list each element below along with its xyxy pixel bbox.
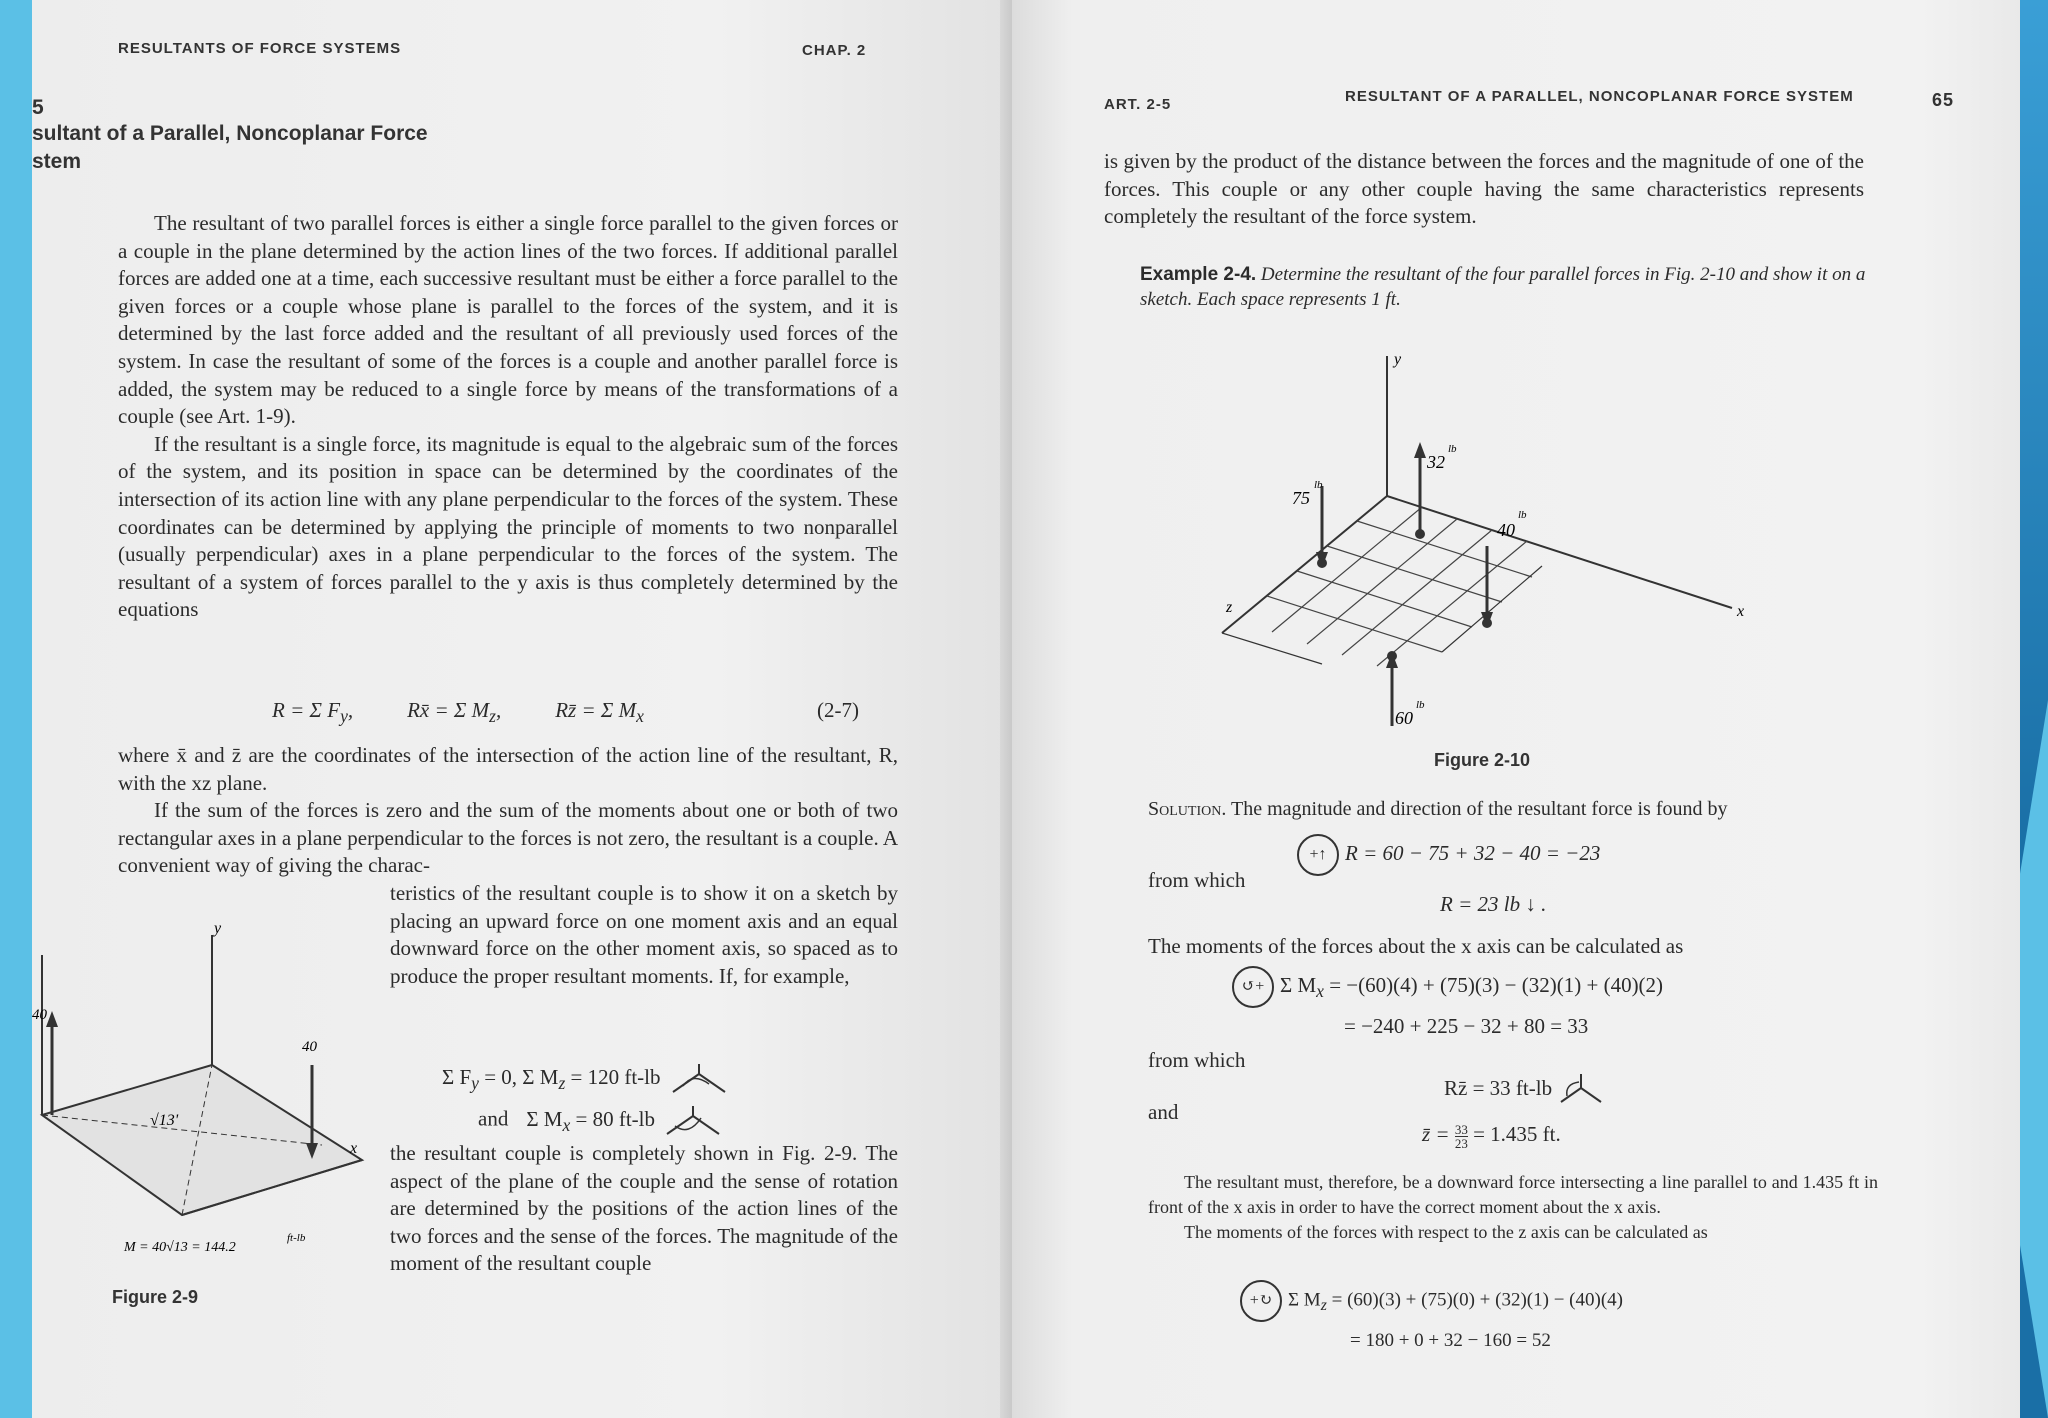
right-paragraph-1: is given by the product of the distance between the forces and the magnitude of one of the forces. This couple or any other couple having the same characteristics represents completely the resultant of the force system.: [1104, 149, 1864, 229]
equation-r-result: R = 23 lb ↓ .: [1440, 892, 1547, 916]
equation-moments-1: Σ $F_y = 0$, Σ $M_z = 120$ ft-lb: [442, 1060, 735, 1100]
paragraph-3: where x̄ and z̄ are the coordinates of the intersection of the action line of the resultant, R, with the xz plane.: [118, 743, 898, 795]
figure-2-9-caption: Figure 2-9: [112, 1287, 199, 1307]
resultant-paragraph: The resultant must, therefore, be a downward force intersecting a line parallel to and 1.435 ft in front of the x axis in order to have the correct moment about the x axis. The moments of the forces with respect to the z axis can be calculated as: [1148, 1172, 1878, 1242]
moment-sense-icon: [665, 1060, 735, 1100]
left-frame-band: [0, 0, 32, 1418]
equation-mz-sum: = 180 + 0 + 32 − 160 = 52: [1350, 1330, 1551, 1351]
left-page: [32, 0, 1012, 1418]
section-title-line2: stem: [32, 150, 82, 173]
moment-sense-icon-2: [659, 1102, 729, 1142]
equation-mx: ↺+ Σ $M_x = -(60)(4) + (75)(3) - (32)(1) + (40)(2)$: [1232, 966, 1663, 1008]
solution-line: Solution. The magnitude and direction of the resultant force is found by: [1148, 798, 1728, 820]
article-label: ART. 2-5: [1104, 96, 1172, 113]
unit-label-60: lb: [1416, 699, 1425, 711]
chapter-label: CHAP. 2: [802, 42, 867, 59]
section-number: 5: [32, 96, 44, 119]
equation-mz: +↻ Σ $M_z = (60)(3) + (75)(0) + (32)(1) - (40)(4)$: [1240, 1280, 1623, 1322]
paragraph-1: The resultant of two parallel forces is either a single force parallel to the given forces or a couple in the plane determined by the action lines of the two forces. If additional parallel forces are added one at a time, each successive resultant must be either a force parallel to the given forces or a couple whose plane is parallel to the forces of the system, and it is determined by the last force added and the resultant of all previously used forces of the system. In case the resultant of some of the forces is a couple and another parallel force is added, the system may be reduced to a single force by means of the transformations of a couple (see Art. 1-9).: [118, 211, 898, 429]
section-title-line1: sultant of a Parallel, Noncoplanar Force: [32, 122, 428, 145]
moment-label: M = 40√13 = 144.2: [124, 1240, 236, 1255]
force-label-32: 32: [1427, 452, 1445, 472]
paragraph-4-continued: teristics of the resultant couple is to show it on a sketch by placing an upward force on one moment axis and an equal downward force on the other moment axis, so spaced as to produce the proper resultant moments. If, for example,: [390, 881, 898, 988]
eq-rz: Rz̄ = Σ $M_x$: [555, 698, 644, 727]
body-text-block: [118, 210, 898, 624]
force-label-60: 60: [1395, 708, 1413, 728]
distance-label: √13': [150, 1112, 179, 1129]
sign-convention-up-icon: +↑: [1297, 834, 1339, 876]
force-label-40b: 40: [302, 1039, 317, 1055]
paragraph-2: If the resultant is a single force, its magnitude is equal to the algebraic sum of the forces of the system, and its position in space can be determined by the coordinates of the intersection of its action line with any plane perpendicular to the forces of the system. These coordinates can be determined by applying the principle of moments to two nonparallel (usually perpendicular) axes in a plane perpendicular to the forces of the system. The resultant of a system of forces parallel to the y axis is thus completely determined by the equations: [118, 431, 898, 622]
right-page: [1012, 0, 2020, 1418]
figure-2-9: [32, 915, 372, 1255]
svg-text:x: x: [350, 1140, 358, 1157]
figure-2-10-caption: Figure 2-10: [1434, 750, 1531, 770]
eq-r-sum: R = Σ $F_y$,: [272, 698, 354, 727]
running-header-right: RESULTANT OF A PARALLEL, NONCOPLANAR FORCE SYSTEM: [1345, 88, 1854, 105]
unit-label-32: lb: [1448, 443, 1457, 455]
equation-2-7: [272, 698, 644, 727]
moment-unit: ft-lb: [287, 1232, 306, 1244]
force-label-40a: 40: [32, 1007, 47, 1023]
equation-r-sum: +↑ R = 60 − 75 + 32 − 40 = −23: [1297, 834, 1600, 876]
axis-y-label: y: [1394, 351, 1402, 368]
sign-convention-mz-icon: +↻: [1240, 1280, 1282, 1322]
sign-convention-mx-icon: ↺+: [1232, 966, 1274, 1008]
force-label-40: 40: [1497, 520, 1515, 540]
equation-mx-sum: = −240 + 225 − 32 + 80 = 33: [1344, 1014, 1589, 1038]
from-which-1: from which: [1148, 868, 1246, 892]
from-which-2: from which: [1148, 1048, 1246, 1072]
unit-label-40: lb: [1518, 509, 1527, 521]
paragraph-5: the resultant couple is completely shown in Fig. 2-9. The aspect of the plane of the couple and the sense of rotation are determined by the positions of the action lines of the two forces and the sense of the forces. The magnitude of the moment of the resultant couple: [390, 1141, 898, 1276]
force-label-75: 75: [1292, 488, 1310, 508]
figure-2-10: [1226, 346, 1772, 736]
unit-label-75: lb: [1314, 479, 1323, 491]
paragraph-4: If the sum of the forces is zero and the sum of the moments about one or both of two rectangular axes in a plane perpendicular to the forces is not zero, the resultant is a couple. A convenient way of giving the charac-: [118, 798, 898, 878]
equation-moments-2: and Σ $M_x = 80$ ft-lb: [478, 1102, 729, 1142]
axis-x-label: x: [1737, 603, 1745, 620]
eq-rx: Rx̄ = Σ $M_z$,: [407, 698, 502, 727]
and-label: and: [1148, 1100, 1179, 1124]
moments-x-intro: The moments of the forces about the x axis can be calculated as: [1148, 934, 1684, 958]
page-number: 65: [1932, 90, 1955, 110]
equation-number: (2-7): [817, 698, 859, 722]
equation-z-bar: z̄ = $\frac{33}{23}$ = 1.435 ft.: [1422, 1121, 1561, 1151]
moment-sense-icon-3: [1557, 1072, 1607, 1108]
svg-text:y: y: [214, 920, 222, 937]
equation-rz: Rz̄ = 33 ft-lb: [1444, 1072, 1607, 1108]
axis-z-label: z: [1226, 599, 1233, 616]
example-2-4: Example 2-4. Determine the resultant of the four parallel forces in Fig. 2-10 and show it on a sketch. Each space represents 1 ft.: [1140, 264, 1866, 310]
running-header-left: RESULTANTS OF FORCE SYSTEMS: [118, 40, 402, 57]
